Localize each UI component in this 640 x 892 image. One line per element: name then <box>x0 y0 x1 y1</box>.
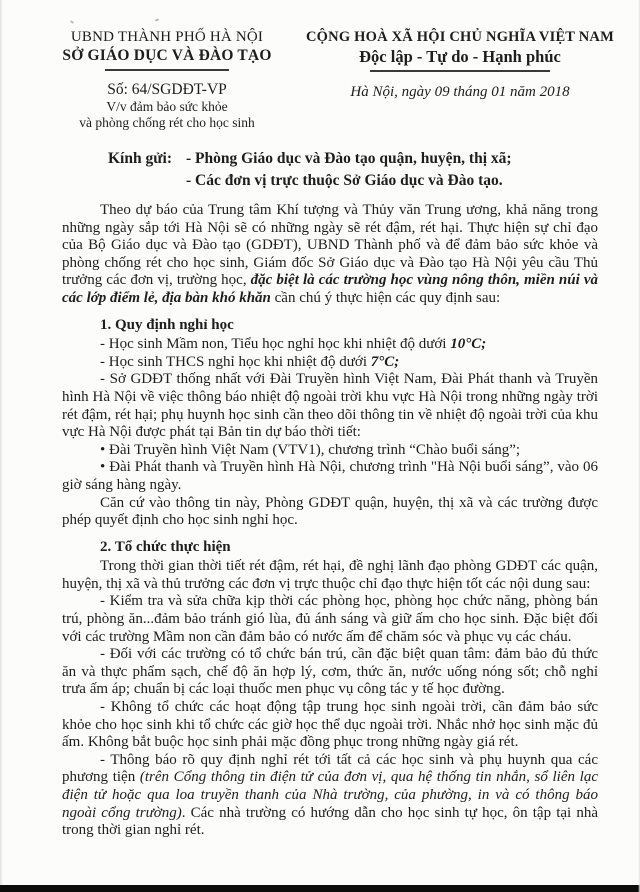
org-underline <box>105 69 229 71</box>
section2-heading: 2. Tổ chức thực hiện <box>100 538 231 555</box>
doc-subject-line-2: và phòng chống rét cho học sinh <box>79 115 255 130</box>
document-header <box>0 0 640 131</box>
recipients-label: Kính gửi: <box>108 150 172 167</box>
paragraph: Căn cứ vào thông tin này, Phòng GDĐT quận, huyện, thị xã và các trường được phép quyết định cho học sinh nghỉ học. <box>62 494 598 529</box>
recipient-item: - Các đơn vị trực thuộc Sở Giáo dục và Đào tạo. <box>186 171 503 189</box>
paragraph: - Kiểm tra và sửa chữa kịp thời các phòng học, phòng học chức năng, phòng bán trú, phòng ăn...đảm bảo tránh gió lùa, đủ ánh sáng và giữ ấm cho học sinh. Đặc biệt đối với các trường Mầm non cần đảm bảo có nước ấm để chăm sóc và phục vụ các cháu. <box>62 593 598 645</box>
scan-edge-bar <box>0 885 640 892</box>
paragraph: - Thông báo rõ quy định nghỉ rét tới tất cả các học sinh và phụ huynh qua các phương tiện (trên Cổng thông tin điện tử của đơn vị, qua hệ thống tin nhắn, sổ liên lạc điện tử hoặc qua loa truyền thanh của Nhà trường, của phường, in và có thông báo ngoài cổng trường). Các nhà trường có hướng dẫn cho học sinh tự học, ôn tập tại nhà trong thời gian nghỉ rét. <box>62 751 598 839</box>
org-name: SỞ GIÁO DỤC VÀ ĐÀO TẠO <box>62 47 272 64</box>
bullet-item: • Đài Phát thanh và Truyền hình Hà Nội, chương trình "Hà Nội buổi sáng”, vào 06 giờ sáng hàng ngày. <box>62 459 598 493</box>
national-motto: Độc lập - Tự do - Hạnh phúc <box>359 47 561 66</box>
paragraph: Trong thời gian thời tiết rét đậm, rét hại, đề nghị lãnh đạo phòng GDĐT các quận, huyện, thị xã và thủ trưởng các đơn vị trực thuộc chỉ đạo thực hiện tốt các nội dung sau: <box>62 558 598 592</box>
national-motto-block <box>298 28 622 131</box>
paragraph: - Không tổ chức các hoạt động tập trung học sinh ngoài trời, cần đảm bảo sức khỏe cho học sinh khi tổ chức các giờ học thể dục ngoài trời. Nhắc nhở học sinh mặc đủ ấm. Không bắt buộc học sinh phải mặc đồng phục trong những ngày giá rét. <box>62 699 598 751</box>
place-and-date: Hà Nội, ngày 09 tháng 01 năm 2018 <box>350 84 570 100</box>
opening-paragraph: Theo dự báo của Trung tâm Khí tượng và Thủy văn Trung ương, khả năng trong những ngày sắp tới Hà Nội sẽ có những ngày sẽ rét đậm, rét hại. Thực hiện sự chỉ đạo của Bộ Giáo dục và Đào tạo (GDĐT), UBND Thành phố và để đảm bảo sức khỏe và phòng chống rét cho học sinh, Giám đốc Sở Giáo dục và Đào tạo Hà Nội yêu cầu Thủ trưởng các đơn vị, trường học, đặc biệt là các trường học vùng nông thôn, miền núi và các lớp điểm lẻ, địa bàn khó khăn cần chú ý thực hiện các quy định sau: <box>62 202 598 306</box>
doc-subject-line-1: V/v đảm bảo sức khỏe <box>106 99 228 114</box>
recipients-list <box>186 148 512 191</box>
recipient-item: - Phòng Giáo dục và Đào tạo quận, huyện, thị xã; <box>186 150 512 167</box>
recipients-block <box>108 148 600 191</box>
paragraph: - Đối với các trường có tổ chức bán trú, cần đặc biệt quan tâm: đảm bảo đủ thức ăn và thực phẩm sạch, chế độ ăn hợp lý, cơm, thức ăn, nước uống nóng sốt; chỗ nghỉ trưa ấm áp; chuẩn bị các loại thuốc men phục vụ công tác y tế học đường. <box>62 646 598 698</box>
section1-heading: 1. Quy định nghỉ học <box>100 316 234 333</box>
motto-underline <box>370 70 550 72</box>
paragraph: - Học sinh THCS nghỉ học khi nhiệt độ dưới 7°C; <box>100 353 400 370</box>
doc-number: Số: 64/SGDĐT-VP <box>107 81 227 98</box>
paragraph: - Học sinh Mầm non, Tiểu học nghỉ học khi nhiệt độ dưới 10°C; <box>100 336 487 353</box>
paragraph: - Sở GDĐT thống nhất với Đài Truyền hình Việt Nam, Đài Phát thanh và Truyền hình Hà Nội về việc thông báo nhiệt độ ngoài trời khu vực Hà Nội trong những ngày trời rét đậm, rét hại; phụ huynh học sinh cần theo dõi thông tin về nhiệt độ ngoài trời của khu vực Hà Nội được phát tại Bản tin dự báo thời tiết: <box>62 371 598 441</box>
national-title: CỘNG HOÀ XÃ HỘI CHỦ NGHĨA VIỆT NAM <box>306 29 614 45</box>
document-body <box>62 202 598 840</box>
bullet-item: • Đài Truyền hình Việt Nam (VTV1), chương trình “Chào buổi sáng”; <box>100 441 521 458</box>
org-parent-name: UBND THÀNH PHỐ HÀ NỘI <box>70 29 264 45</box>
issuing-org-block <box>36 28 298 131</box>
